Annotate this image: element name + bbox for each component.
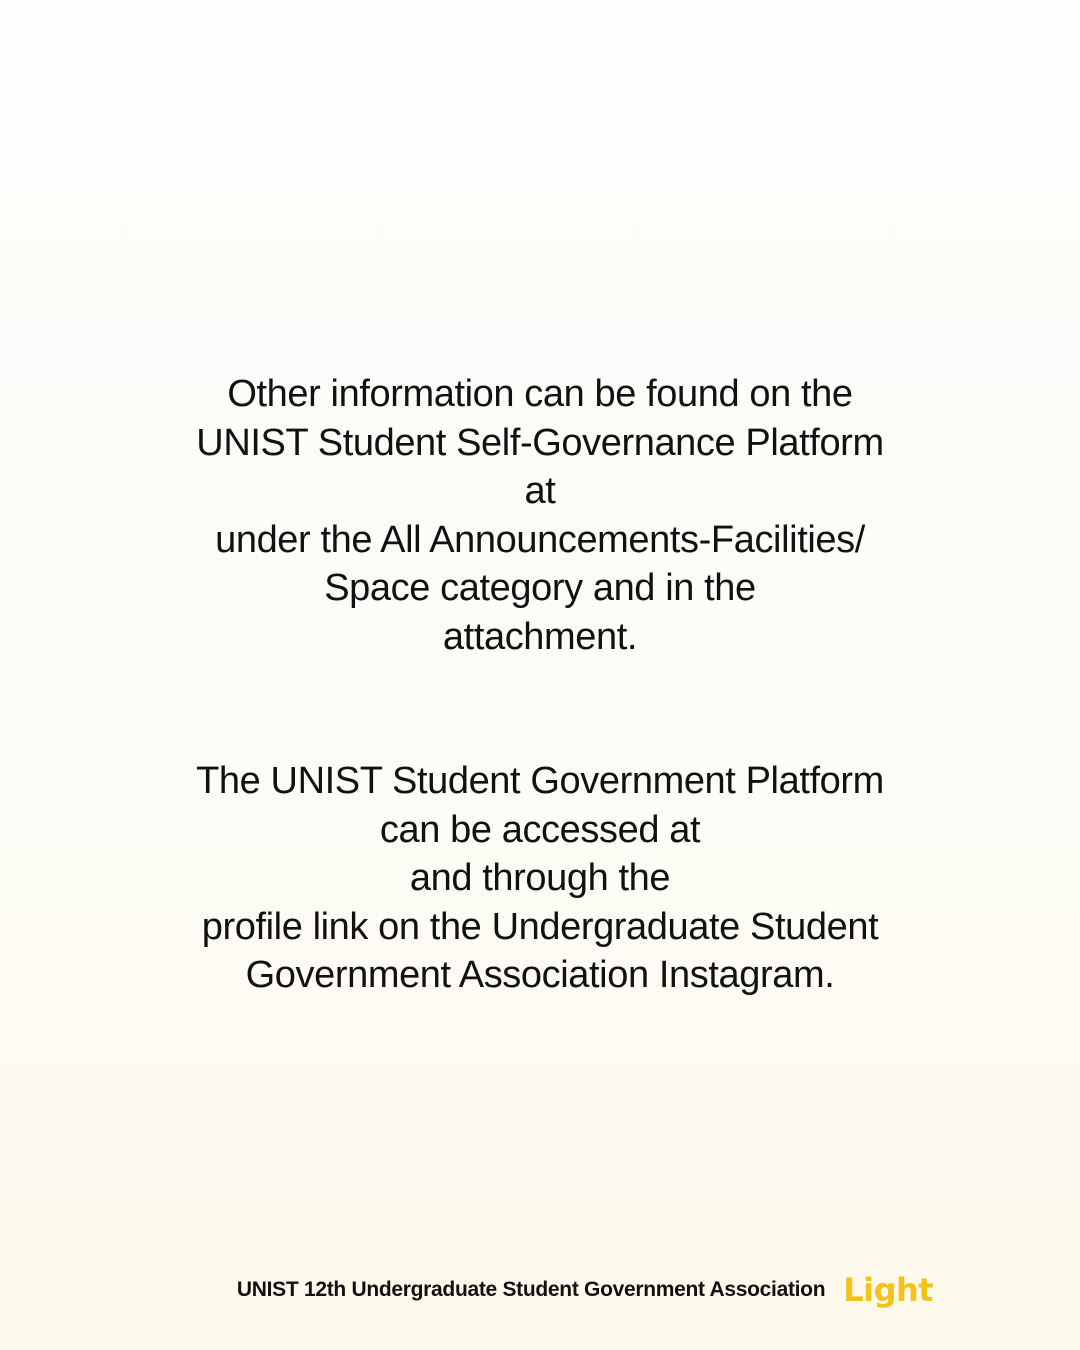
paragraph-gap xyxy=(0,661,1080,757)
text-line: can be accessed at xyxy=(379,808,701,851)
footer xyxy=(0,1268,1080,1312)
text-line: at xyxy=(524,470,556,512)
text-line: and through the xyxy=(409,857,671,899)
text-line: profile link on the Undergraduate Student xyxy=(201,905,879,948)
text-line: Government Association Instagram. xyxy=(245,954,835,996)
access-paragraph xyxy=(40,757,1040,1000)
text-line: The UNIST Student Government Platform xyxy=(196,760,884,802)
announcement-body xyxy=(0,370,1080,1000)
text-line: attachment. xyxy=(442,615,638,658)
text-line: Other information can be found on the xyxy=(227,373,853,415)
text-line: Space category and in the xyxy=(324,567,756,609)
text-line: UNIST Student Self-Governance Platform xyxy=(196,421,884,464)
light-logo: Light xyxy=(843,1271,934,1309)
organization-name: UNIST 12th Undergraduate Student Government Association xyxy=(236,1278,826,1301)
text-line: under the All Announcements-Facilities/ xyxy=(215,518,865,561)
info-paragraph xyxy=(40,370,1040,661)
